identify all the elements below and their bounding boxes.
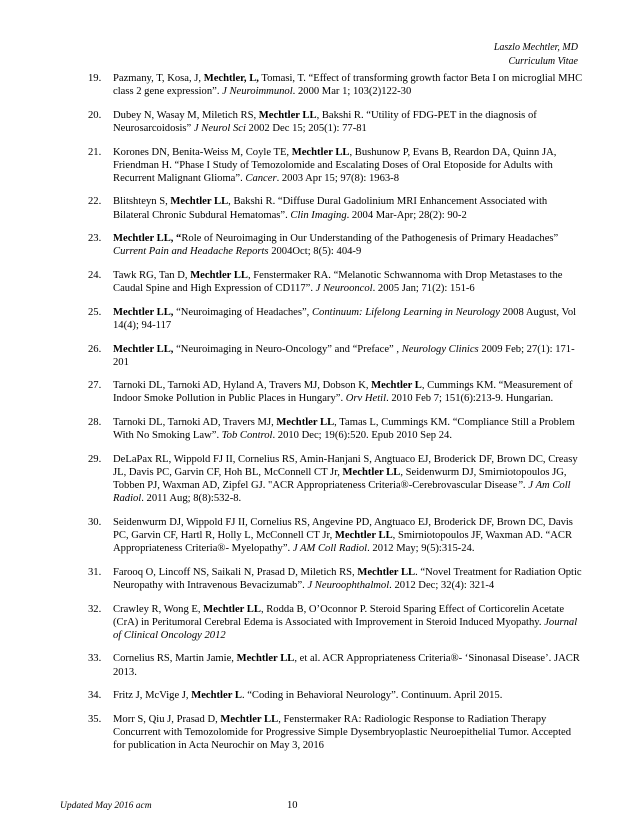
reference-item — [88, 72, 583, 98]
reference-segment: Seidenwurm DJ, Wippold FJ II, Cornelius RS, Angevine PD, Angtuaco EJ, Broderick DF, Brown DC, Davis PC, Garvin CF, Hartl R, Holly L, McConnell CT Jr, — [113, 516, 573, 541]
reference-segment: . 2012 May; 9(5):315-24. — [367, 543, 475, 555]
journal-title: Current Pain and Headache Reports — [113, 246, 269, 258]
reference-number: 21. — [88, 146, 102, 158]
author-highlight: Mechtler LL, “ — [113, 233, 182, 245]
reference-item — [88, 689, 583, 702]
reference-segment: , Seidenwurm DJ, Smirniotopoulos JG, Tobben PJ, Waxman AD, Zipfel GJ. "ACR Appropriateness Criteria®-Cerebrovascular Disease — [113, 467, 567, 492]
reference-number: 30. — [88, 516, 102, 528]
reference-segment: 2004Oct; 8(5): 404-9 — [268, 246, 362, 258]
page-header — [494, 41, 578, 69]
reference-segment: “Neuroimaging in Neuro-Oncology” and “Preface” , — [173, 343, 402, 355]
reference-number: 19. — [88, 73, 102, 84]
journal-title: Neurology Clinics — [401, 343, 479, 355]
reference-segment: . 2000 Mar 1; 103(2)122-30 — [292, 86, 412, 98]
author-highlight: Mechtler LL — [258, 109, 317, 121]
reference-segment: 2009 Feb; 27(1): 171-201 — [113, 343, 575, 368]
reference-segment: Farooq O, Lincoff NS, Saikali N, Prasad D, Miletich RS, — [113, 566, 358, 578]
reference-segment: , Bakshi R. “Utility of FDG-PET in the diagnosis of Neurosarcoidosis” — [113, 109, 537, 134]
reference-segment: , et al. ACR Appropriateness Criteria®- ‘Sinonasal Disease’. JACR 2013. — [113, 653, 580, 678]
author-highlight: Mechtler LL — [276, 417, 335, 429]
reference-segment: . 2011 Aug; 8(8):532-8. — [141, 493, 242, 505]
reference-item — [88, 343, 583, 369]
reference-text — [113, 380, 573, 404]
reference-segment: 2008 August, Vol 14(4); 94-117 — [113, 306, 577, 331]
reference-item — [88, 652, 583, 678]
reference-text — [113, 196, 547, 220]
reference-segment: Morr S, Qiu J, Prasad D, — [113, 713, 221, 725]
reference-segment: . “Coding in Behavioral Neurology”. Continuum. April 2015. — [241, 690, 503, 702]
reference-text — [113, 417, 575, 441]
journal-title: Cancer — [245, 172, 277, 184]
reference-segment: , Bushunow P, Evans B, Reardon DA, Quinn JA, Friendman H. “Phase I Study of Temozolomide and Escalating Doses of Oral Etoposide for Adults with Recurrent Malignant Glioma”. — [113, 146, 557, 184]
reference-text — [113, 517, 573, 554]
publication-list — [88, 72, 583, 763]
reference-number: 31. — [88, 566, 102, 578]
reference-segment: Tawk RG, Tan D, — [113, 270, 191, 281]
author-highlight: Mechtler LL — [203, 603, 261, 615]
reference-text — [113, 714, 571, 751]
updated-note: Updated May 2016 acm — [60, 801, 152, 811]
journal-title: J Neuroophthalmol — [307, 579, 390, 591]
author-highlight: Mechtler LL — [291, 146, 350, 158]
author-highlight: Mechtler LL — [357, 566, 416, 578]
reference-number: 35. — [88, 713, 102, 725]
reference-number: 25. — [88, 306, 102, 318]
reference-segment: , Rodda B, O’Oconnor P. Steroid Sparing Effect of Corticorelin Acetate (CrA) in Peritumoral Cerebral Edema is Associated with Improvement in Steroid Induced Myopathy. — [113, 603, 565, 628]
reference-item — [88, 146, 583, 185]
reference-segment: . 2010 Dec; 19(6):520. Epub 2010 Sep 24. — [272, 430, 452, 442]
reference-item — [88, 306, 583, 332]
reference-segment: . “Novel Treatment for Radiation Optic Neuropathy with Intravenous Bevacizumab”. — [113, 566, 582, 591]
reference-segment: DeLaPax RL, Wippold FJ II, Cornelius RS, Amin-Hanjani S, Angtuaco EJ, Broderick DF, Brown DC, Creasy JL, Davis PC, Garvin CF, Hoh BL, McConnell CT Jr, — [113, 453, 578, 478]
reference-number: 29. — [88, 453, 102, 465]
journal-title: ”. J Am Coll Radiol — [113, 480, 571, 505]
reference-text — [113, 604, 577, 641]
author-name: Laszlo Mechtler, MD — [493, 42, 578, 53]
reference-text — [113, 307, 576, 331]
author-highlight: Mechtler LL — [334, 529, 393, 541]
reference-segment: Role of Neuroimaging in Our Understanding of the Pathogenesis of Primary Headaches” — [181, 233, 559, 245]
reference-item — [88, 269, 583, 295]
author-highlight: Mechtler L — [191, 690, 242, 702]
author-highlight: Mechtler LL — [190, 270, 248, 281]
reference-item — [88, 232, 583, 258]
reference-text — [113, 147, 556, 184]
author-highlight: Mechtler LL — [170, 196, 229, 208]
reference-item — [88, 566, 583, 592]
reference-number: 22. — [88, 196, 102, 208]
reference-text — [113, 270, 562, 294]
reference-item — [88, 453, 583, 505]
reference-segment: . 2010 Feb 7; 151(6):213-9. Hungarian. — [386, 393, 554, 405]
reference-segment: “Neuroimaging of Headaches”, — [173, 306, 312, 318]
reference-segment: Dubey N, Wasay M, Miletich RS, — [113, 109, 259, 121]
author-highlight: Mechtler LL, — [113, 306, 174, 318]
reference-number: 26. — [88, 343, 102, 355]
document-title: Curriculum Vitae — [508, 56, 578, 67]
reference-segment: Tarnoki DL, Tarnoki AD, Hyland A, Travers MJ, Dobson K, — [113, 380, 372, 392]
journal-title: Clin Imaging — [290, 209, 347, 221]
reference-segment: , Fenstermaker RA. “Melanotic Schwannoma with Drop Metastases to the Caudal Spine and High Expression of CD117”. — [113, 270, 563, 295]
journal-title: J Neurooncol — [315, 283, 373, 295]
reference-segment: Tomasi, T. “Effect of transforming growth factor Beta I on microglial MHC class 2 gene expression”. — [113, 73, 583, 98]
reference-segment: Blitshteyn S, — [113, 196, 171, 208]
reference-item — [88, 379, 583, 405]
reference-segment: , Cummings KM. “Measurement of Indoor Smoke Pollution in Public Places in Hungary”. — [113, 380, 573, 405]
reference-number: 28. — [88, 417, 102, 429]
reference-segment: . 2003 Apr 15; 97(8): 1963-8 — [276, 172, 399, 184]
journal-title: J Neurol Sci — [193, 122, 246, 134]
reference-segment: Korones DN, Benita-Weiss M, Coyle TE, — [113, 146, 292, 158]
reference-segment: Tarnoki DL, Tarnoki AD, Travers MJ, — [113, 417, 277, 429]
reference-item — [88, 416, 583, 442]
reference-text — [113, 344, 575, 368]
author-highlight: Mechtler LL — [342, 467, 401, 478]
author-highlight: Mechtler L — [371, 380, 422, 392]
author-highlight: Mechtler LL, — [113, 343, 174, 355]
reference-number: 33. — [88, 653, 102, 665]
reference-segment: . 2005 Jan; 71(2): 151-6 — [372, 283, 475, 295]
reference-text — [113, 110, 537, 134]
page-number: 10 — [287, 800, 298, 811]
journal-title: Orv Hetil — [345, 393, 387, 405]
reference-number: 20. — [88, 109, 102, 121]
author-highlight: Mechtler, L, — [203, 73, 259, 84]
reference-segment: . 2012 Dec; 32(4): 321-4 — [389, 579, 495, 591]
reference-text — [113, 690, 502, 701]
reference-text — [113, 567, 582, 591]
reference-number: 23. — [88, 233, 102, 245]
reference-segment: , Bakshi R. “Diffuse Dural Gadolinium MRI Enhancement Associated with Bilateral Chronic Subdural Hematomas”. — [113, 196, 548, 221]
journal-title: J Neuroimmunol — [222, 86, 293, 98]
reference-text — [113, 73, 582, 97]
author-highlight: Mechtler LL — [220, 713, 279, 725]
reference-segment: , Tamas L, Cummings KM. “Compliance Still a Problem With No Smoking Law”. — [113, 417, 575, 442]
journal-title: Journal of Clinical Oncology 2012 — [113, 616, 578, 641]
author-highlight: Mechtler LL — [236, 653, 295, 665]
reference-number: 34. — [88, 690, 102, 702]
journal-title: Continuum: Lifelong Learning in Neurology — [311, 306, 500, 318]
reference-segment: 2002 Dec 15; 205(1): 77-81 — [245, 122, 367, 134]
journal-title: Tob Control — [221, 430, 273, 442]
reference-item — [88, 516, 583, 555]
reference-segment: , Smirniotopoulos JF, Waxman AD. “ACR Appropriateness Criteria®- Myelopathy”. — [113, 529, 573, 555]
reference-segment: Cornelius RS, Martin Jamie, — [113, 653, 237, 665]
reference-item — [88, 713, 583, 752]
reference-segment: Crawley R, Wong E, — [113, 603, 204, 615]
reference-text — [113, 454, 578, 504]
reference-segment: Fritz J, McVige J, — [113, 690, 192, 702]
reference-number: 24. — [88, 270, 102, 281]
reference-number: 27. — [88, 380, 102, 392]
journal-title: J AM Coll Radiol — [292, 543, 368, 555]
reference-text — [113, 233, 558, 257]
reference-item — [88, 603, 583, 642]
reference-segment: . 2004 Mar-Apr; 28(2): 90-2 — [346, 209, 467, 221]
reference-segment: , Fenstermaker RA: Radiologic Response to Radiation Therapy Concurrent with Temozolomide for Progressive Simple Dysembryoplastic Neuroepithelial Tumor. Accepted for publication in Acta Neurochir on May 3, 2016 — [113, 713, 572, 752]
reference-item — [88, 195, 583, 221]
reference-item — [88, 109, 583, 135]
reference-text — [113, 653, 580, 677]
reference-segment: Pazmany, T, Kosa, J, — [113, 73, 204, 84]
reference-number: 32. — [88, 603, 102, 615]
